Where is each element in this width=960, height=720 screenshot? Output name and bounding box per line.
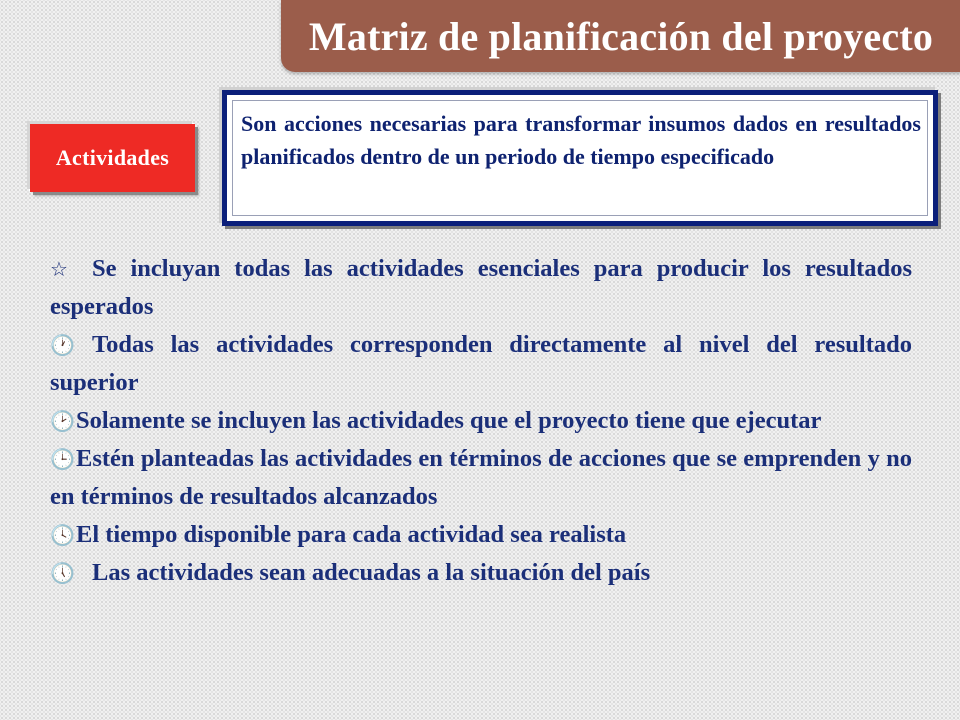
criteria-item — [50, 440, 912, 516]
clock-icon: 🕑 — [50, 409, 75, 433]
criteria-item — [50, 402, 912, 440]
criteria-text: Estén planteadas las actividades en términos de acciones que se emprenden y no en términos de resultados alcanzados — [50, 445, 912, 510]
criteria-list — [50, 250, 912, 592]
activities-label-box — [30, 124, 195, 192]
clock-icon: 🕐 — [50, 333, 75, 357]
criteria-item — [50, 554, 912, 592]
title-banner — [281, 0, 960, 72]
criteria-item — [50, 250, 912, 326]
clock-icon: 🕓 — [50, 523, 75, 547]
star-icon: ☆ — [50, 257, 68, 281]
clock-icon: 🕔 — [50, 561, 75, 585]
criteria-text: El tiempo disponible para cada actividad sea realista — [76, 521, 627, 548]
definition-text: Son acciones necesarias para transformar insumos dados en resultados planificados dentro de un periodo de tiempo especificado — [241, 111, 921, 169]
activities-label: Actividades — [55, 145, 170, 170]
definition-inner-frame — [232, 100, 928, 216]
criteria-item — [50, 326, 912, 402]
clock-icon: 🕒 — [50, 447, 75, 471]
criteria-text: Solamente se incluyen las actividades que el proyecto tiene que ejecutar — [76, 407, 822, 434]
criteria-text: Se incluyan todas las actividades esenciales para producir los resultados esperados — [50, 255, 912, 320]
criteria-text: Las actividades sean adecuadas a la situación del país — [92, 559, 651, 586]
definition-box — [222, 90, 938, 226]
slide-title: Matriz de planificación del proyecto — [308, 13, 934, 59]
criteria-item — [50, 516, 912, 554]
criteria-text: Todas las actividades corresponden directamente al nivel del resultado superior — [50, 331, 912, 396]
